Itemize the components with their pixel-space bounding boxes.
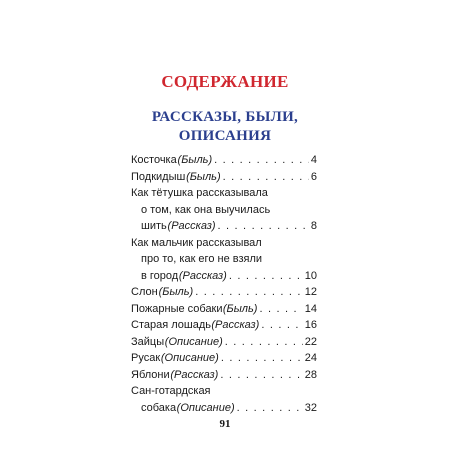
- dot-leader: [259, 301, 302, 318]
- toc-entry-final-line: [131, 400, 317, 417]
- toc-entry-page: 24: [304, 352, 317, 364]
- toc-entry-final-line: [131, 317, 317, 334]
- toc-entry-genre: (Описание): [160, 352, 219, 364]
- dot-leader: [261, 317, 302, 334]
- dot-leader: [218, 218, 309, 235]
- toc-entry-title: Слон: [131, 286, 158, 298]
- dot-leader: [223, 169, 309, 186]
- toc-entry-page: 22: [304, 335, 317, 348]
- toc-entry[interactable]: [131, 185, 317, 235]
- toc-entry[interactable]: [131, 152, 317, 169]
- toc-entry[interactable]: [131, 383, 317, 416]
- page-title: СОДЕРЖАНИЕ: [161, 72, 289, 91]
- dot-leader: [221, 350, 303, 367]
- toc-entry-genre: (Рассказ): [167, 220, 216, 232]
- dot-leader: [229, 268, 303, 285]
- toc-entry-title: Старая лошадь: [131, 319, 211, 331]
- toc-entry-title: в город: [141, 269, 179, 282]
- toc-entry-title: Подкидыш: [131, 170, 186, 183]
- toc-entry[interactable]: [131, 169, 317, 186]
- toc-entry[interactable]: [131, 350, 317, 367]
- toc-entry-genre: (Быль): [158, 286, 194, 298]
- dot-leader: [225, 334, 303, 351]
- toc-entry-title: Яблони: [131, 368, 170, 381]
- toc-entry-final-line: [131, 268, 317, 285]
- toc-entry-page: 32: [304, 401, 317, 414]
- toc-entry-page: 28: [304, 368, 317, 381]
- table-of-contents: [131, 152, 317, 416]
- toc-entry-title-line: о том, как она выучилась: [141, 203, 271, 216]
- toc-entry-title-line: Сан-готардская: [131, 385, 211, 397]
- toc-entry-final-line: [131, 350, 317, 367]
- toc-entry-title-line: про то, как его не взяли: [141, 253, 263, 265]
- toc-entry[interactable]: [131, 367, 317, 384]
- toc-entry-title: Зайцы: [131, 335, 165, 348]
- toc-entry[interactable]: [131, 317, 317, 334]
- toc-entry-genre: (Описание): [164, 335, 223, 348]
- toc-entry-title: Пожарные собаки: [131, 302, 223, 315]
- toc-entry-genre: (Рассказ): [178, 269, 227, 282]
- toc-entry-page: 6: [310, 170, 317, 183]
- toc-entry-genre: (Рассказ): [170, 368, 219, 381]
- dot-leader: [214, 152, 309, 169]
- toc-entry-genre: (Рассказ): [211, 319, 260, 331]
- toc-entry-final-line: [131, 152, 317, 169]
- toc-entry-page: 12: [304, 286, 317, 298]
- toc-entry-page: 4: [310, 154, 317, 166]
- dot-leader: [237, 400, 303, 417]
- toc-entry[interactable]: [131, 301, 317, 318]
- toc-entry-page: 16: [304, 319, 317, 331]
- toc-entry-genre: (Быль): [222, 302, 258, 315]
- toc-entry-final-line: [131, 334, 317, 351]
- toc-entry-title-line: Как тётушка рассказывала: [131, 187, 268, 199]
- toc-entry-page: 8: [310, 220, 317, 232]
- toc-entry-page: 14: [304, 302, 317, 315]
- dot-leader: [220, 367, 302, 384]
- toc-entry-final-line: [131, 301, 317, 318]
- toc-entry-title-line: Как мальчик рассказывал: [131, 236, 262, 249]
- toc-entry-final-line: [131, 169, 317, 186]
- toc-entry[interactable]: [131, 235, 317, 285]
- toc-entry-title: Русак: [131, 352, 161, 364]
- toc-entry-genre: (Быль): [177, 154, 213, 166]
- toc-entry-final-line: [131, 367, 317, 384]
- toc-entry-page: 10: [304, 269, 317, 282]
- toc-entry-genre: (Описание): [176, 401, 235, 414]
- toc-entry[interactable]: [131, 334, 317, 351]
- page-number: 91: [219, 418, 231, 430]
- section-heading-line-2: ОПИСАНИЯ: [178, 128, 272, 144]
- section-heading: [0, 108, 450, 146]
- dot-leader: [195, 284, 303, 301]
- toc-entry-title: Косточка: [131, 154, 177, 166]
- toc-entry-title: собака: [141, 401, 177, 414]
- toc-entry-final-line: [131, 218, 317, 235]
- toc-entry-genre: (Быль): [186, 170, 221, 183]
- section-heading-line-1: РАССКАЗЫ, БЫЛИ,: [151, 109, 299, 125]
- toc-entry-title: шить: [141, 220, 167, 232]
- toc-entry-final-line: [131, 284, 317, 301]
- toc-entry[interactable]: [131, 284, 317, 301]
